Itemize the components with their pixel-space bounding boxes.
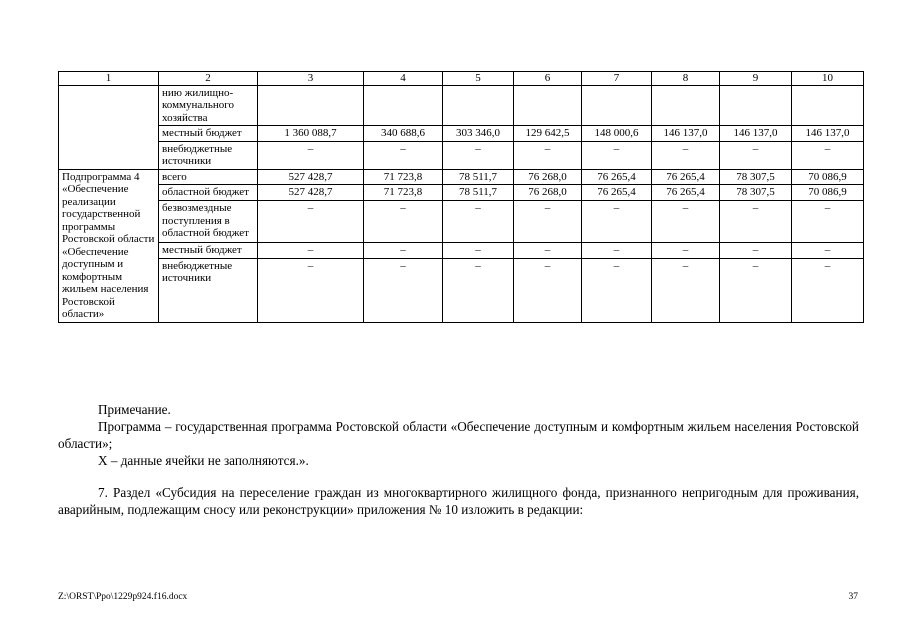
table-row	[59, 185, 864, 201]
note-program: Программа – государственная программа Ростовской области «Обеспечение доступным и комфортным жильем населения Ростовской области»;	[58, 419, 859, 451]
header-cell: 4	[364, 72, 443, 86]
value-cell: 340 688,6	[364, 126, 443, 142]
header-cell: 5	[443, 72, 514, 86]
note-heading: Примечание.	[98, 402, 171, 417]
value-cell: –	[514, 242, 582, 258]
value-cell: –	[364, 258, 443, 322]
value-cell	[582, 85, 652, 126]
value-cell	[652, 85, 720, 126]
header-cell: 9	[720, 72, 792, 86]
value-cell: 70 086,9	[792, 185, 864, 201]
header-cell: 10	[792, 72, 864, 86]
value-cell: 129 642,5	[514, 126, 582, 142]
funding-source-cell: местный бюджет	[159, 126, 258, 142]
value-cell: –	[720, 242, 792, 258]
value-cell: –	[652, 201, 720, 242]
value-cell: –	[514, 141, 582, 169]
table-row	[59, 258, 864, 322]
value-cell: 78 511,7	[443, 169, 514, 185]
value-cell: –	[652, 141, 720, 169]
value-cell: –	[443, 201, 514, 242]
footer-file-path: Z:\ORST\Ppo\1229p924.f16.docx	[58, 592, 188, 602]
value-cell: 527 428,7	[258, 185, 364, 201]
value-cell: 78 511,7	[443, 185, 514, 201]
value-cell: –	[652, 242, 720, 258]
table-row	[59, 85, 864, 126]
value-cell: –	[720, 141, 792, 169]
value-cell: –	[792, 141, 864, 169]
table-header-row	[59, 72, 864, 86]
header-cell: 2	[159, 72, 258, 86]
value-cell: –	[443, 258, 514, 322]
item-7-paragraph: 7. Раздел «Субсидия на переселение граждан из многоквартирного жилищного фонда, признанного непригодным для проживания, аварийным, подлежащим сносу или реконструкции» приложения № 10 изложить в редакции:	[58, 485, 859, 517]
value-cell: –	[258, 242, 364, 258]
table-row	[59, 242, 864, 258]
value-cell: –	[792, 242, 864, 258]
value-cell: –	[792, 201, 864, 242]
table-row	[59, 169, 864, 185]
value-cell	[720, 85, 792, 126]
value-cell: 303 346,0	[443, 126, 514, 142]
value-cell: –	[652, 258, 720, 322]
value-cell: 527 428,7	[258, 169, 364, 185]
value-cell	[364, 85, 443, 126]
value-cell: 76 265,4	[652, 185, 720, 201]
value-cell: 71 723,8	[364, 169, 443, 185]
value-cell: –	[720, 201, 792, 242]
value-cell: –	[582, 258, 652, 322]
value-cell: 76 265,4	[652, 169, 720, 185]
subprogram-name-cell: Подпрограмма 4 «Обеспечение реализации государственной программы Ростовской области «Обеспечение доступным и комфортным жильем населения Ростовской области»	[59, 169, 159, 322]
value-cell: –	[582, 242, 652, 258]
table-row	[59, 201, 864, 242]
value-cell: 1 360 088,7	[258, 126, 364, 142]
value-cell: 146 137,0	[720, 126, 792, 142]
table-row	[59, 141, 864, 169]
value-cell: 76 265,4	[582, 169, 652, 185]
value-cell: 76 268,0	[514, 185, 582, 201]
value-cell: 146 137,0	[652, 126, 720, 142]
value-cell: –	[582, 201, 652, 242]
header-cell: 8	[652, 72, 720, 86]
value-cell: 76 268,0	[514, 169, 582, 185]
header-cell: 3	[258, 72, 364, 86]
value-cell: 148 000,6	[582, 126, 652, 142]
value-cell	[258, 85, 364, 126]
value-cell	[443, 85, 514, 126]
funding-source-cell: областной бюджет	[159, 185, 258, 201]
value-cell: –	[514, 258, 582, 322]
value-cell: –	[258, 201, 364, 242]
header-cell: 6	[514, 72, 582, 86]
header-cell: 7	[582, 72, 652, 86]
header-cell: 1	[59, 72, 159, 86]
funding-source-cell: всего	[159, 169, 258, 185]
table-row	[59, 126, 864, 142]
empty-program-cell	[59, 85, 159, 169]
value-cell	[792, 85, 864, 126]
value-cell: 76 265,4	[582, 185, 652, 201]
funding-source-cell: внебюджетные источники	[159, 141, 258, 169]
value-cell: 78 307,5	[720, 185, 792, 201]
value-cell: 146 137,0	[792, 126, 864, 142]
value-cell: –	[258, 258, 364, 322]
funding-source-cell: внебюджетные источники	[159, 258, 258, 322]
value-cell: –	[443, 242, 514, 258]
note-x: Х – данные ячейки не заполняются.».	[98, 453, 309, 468]
page-number: 37	[848, 592, 858, 602]
value-cell: 71 723,8	[364, 185, 443, 201]
value-cell: –	[514, 201, 582, 242]
value-cell: –	[364, 242, 443, 258]
funding-source-cell: нию жилищно-коммунального хозяйства	[159, 85, 258, 126]
value-cell: –	[443, 141, 514, 169]
budget-table	[58, 71, 864, 323]
value-cell: 78 307,5	[720, 169, 792, 185]
value-cell: –	[258, 141, 364, 169]
value-cell: –	[364, 141, 443, 169]
funding-source-cell: безвозмездные поступления в областной бюджет	[159, 201, 258, 242]
value-cell: –	[582, 141, 652, 169]
value-cell	[514, 85, 582, 126]
funding-source-cell: местный бюджет	[159, 242, 258, 258]
value-cell: –	[720, 258, 792, 322]
value-cell: –	[364, 201, 443, 242]
value-cell: –	[792, 258, 864, 322]
value-cell: 70 086,9	[792, 169, 864, 185]
